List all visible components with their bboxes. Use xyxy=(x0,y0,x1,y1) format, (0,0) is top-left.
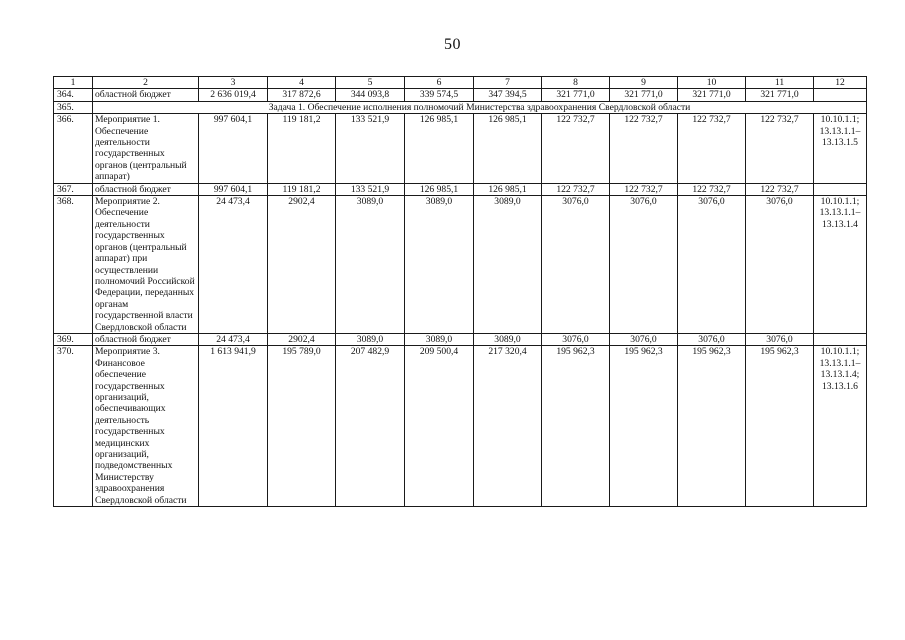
value-cell: 195 962,3 xyxy=(610,346,678,507)
value-cell: 122 732,7 xyxy=(542,114,610,183)
value-cell: 122 732,7 xyxy=(746,114,814,183)
value-cell: 3076,0 xyxy=(610,333,678,345)
target-indicators: 10.10.1.1; 13.13.1.1– 13.13.1.4; 13.13.1.6 xyxy=(814,346,867,507)
page-number: 50 xyxy=(444,36,461,53)
table-row xyxy=(54,89,867,101)
value-cell: 195 962,3 xyxy=(542,346,610,507)
target-indicators xyxy=(814,89,867,101)
column-header: 7 xyxy=(474,77,542,89)
value-cell: 321 771,0 xyxy=(610,89,678,101)
value-cell: 122 732,7 xyxy=(610,114,678,183)
value-cell: 24 473,4 xyxy=(199,333,268,345)
table-body xyxy=(54,77,867,507)
value-cell: 3089,0 xyxy=(474,196,542,334)
column-header: 1 xyxy=(54,77,93,89)
value-cell: 344 093,8 xyxy=(336,89,405,101)
target-indicators xyxy=(814,333,867,345)
value-cell: 3076,0 xyxy=(746,333,814,345)
value-cell: 1 613 941,9 xyxy=(199,346,268,507)
value-cell: 3076,0 xyxy=(746,196,814,334)
value-cell: 3076,0 xyxy=(678,333,746,345)
table-row xyxy=(54,196,867,334)
value-cell: 3089,0 xyxy=(405,196,474,334)
value-cell: 195 962,3 xyxy=(678,346,746,507)
value-cell: 119 181,2 xyxy=(268,114,336,183)
value-cell: 2902,4 xyxy=(268,196,336,334)
value-cell: 3089,0 xyxy=(336,196,405,334)
value-cell: 126 985,1 xyxy=(405,183,474,195)
value-cell: 997 604,1 xyxy=(199,114,268,183)
column-header: 12 xyxy=(814,77,867,89)
value-cell: 133 521,9 xyxy=(336,183,405,195)
value-cell: 126 985,1 xyxy=(474,114,542,183)
value-cell: 133 521,9 xyxy=(336,114,405,183)
column-header: 5 xyxy=(336,77,405,89)
value-cell: 122 732,7 xyxy=(678,114,746,183)
column-header: 10 xyxy=(678,77,746,89)
value-cell: 3076,0 xyxy=(542,196,610,334)
value-cell: 3076,0 xyxy=(610,196,678,334)
table-row xyxy=(54,183,867,195)
value-cell: 3076,0 xyxy=(678,196,746,334)
value-cell: 122 732,7 xyxy=(678,183,746,195)
value-cell: 339 574,5 xyxy=(405,89,474,101)
value-cell: 217 320,4 xyxy=(474,346,542,507)
row-name: Мероприятие 3. Финансовое обеспечение государственных организаций, обеспечивающих деятельность государственных медицинских организаций, подведомственных Министерству здравоохранения Свердловской области xyxy=(93,346,199,507)
target-indicators xyxy=(814,183,867,195)
row-index: 365. xyxy=(54,101,93,113)
value-cell: 3076,0 xyxy=(542,333,610,345)
column-header: 4 xyxy=(268,77,336,89)
value-cell: 3089,0 xyxy=(474,333,542,345)
value-cell: 119 181,2 xyxy=(268,183,336,195)
value-cell: 321 771,0 xyxy=(542,89,610,101)
row-index: 366. xyxy=(54,114,93,183)
column-header: 6 xyxy=(405,77,474,89)
row-index: 367. xyxy=(54,183,93,195)
value-cell: 195 962,3 xyxy=(746,346,814,507)
value-cell: 126 985,1 xyxy=(474,183,542,195)
table-header-row xyxy=(54,77,867,89)
value-cell: 997 604,1 xyxy=(199,183,268,195)
table-row xyxy=(54,114,867,183)
table-row xyxy=(54,333,867,345)
value-cell: 126 985,1 xyxy=(405,114,474,183)
table-row xyxy=(54,346,867,507)
value-cell: 122 732,7 xyxy=(746,183,814,195)
budget-table xyxy=(53,76,867,507)
column-header: 3 xyxy=(199,77,268,89)
value-cell: 321 771,0 xyxy=(746,89,814,101)
value-cell: 321 771,0 xyxy=(678,89,746,101)
row-index: 370. xyxy=(54,346,93,507)
column-header: 9 xyxy=(610,77,678,89)
row-index: 369. xyxy=(54,333,93,345)
row-name: областной бюджет xyxy=(93,183,199,195)
value-cell: 3089,0 xyxy=(336,333,405,345)
task-title: Задача 1. Обеспечение исполнения полномочий Министерства здравоохранения Свердловской области xyxy=(93,101,867,113)
row-name: Мероприятие 1. Обеспечение деятельности государственных органов (центральный аппарат) xyxy=(93,114,199,183)
column-header: 2 xyxy=(93,77,199,89)
value-cell: 209 500,4 xyxy=(405,346,474,507)
row-name: областной бюджет xyxy=(93,89,199,101)
value-cell: 3089,0 xyxy=(405,333,474,345)
column-header: 11 xyxy=(746,77,814,89)
row-name: областной бюджет xyxy=(93,333,199,345)
value-cell: 24 473,4 xyxy=(199,196,268,334)
column-header: 8 xyxy=(542,77,610,89)
value-cell: 122 732,7 xyxy=(610,183,678,195)
value-cell: 317 872,6 xyxy=(268,89,336,101)
row-name: Мероприятие 2. Обеспечение деятельности государственных органов (центральный аппарат) при осуществлении полномочий Российской Федерации, переданных органам государственной власти Свердловской области xyxy=(93,196,199,334)
table-row xyxy=(54,101,867,113)
row-index: 368. xyxy=(54,196,93,334)
value-cell: 2902,4 xyxy=(268,333,336,345)
target-indicators: 10.10.1.1; 13.13.1.1– 13.13.1.5 xyxy=(814,114,867,183)
row-index: 364. xyxy=(54,89,93,101)
value-cell: 122 732,7 xyxy=(542,183,610,195)
value-cell: 195 789,0 xyxy=(268,346,336,507)
value-cell: 207 482,9 xyxy=(336,346,405,507)
value-cell: 2 636 019,4 xyxy=(199,89,268,101)
value-cell: 347 394,5 xyxy=(474,89,542,101)
target-indicators: 10.10.1.1; 13.13.1.1– 13.13.1.4 xyxy=(814,196,867,334)
